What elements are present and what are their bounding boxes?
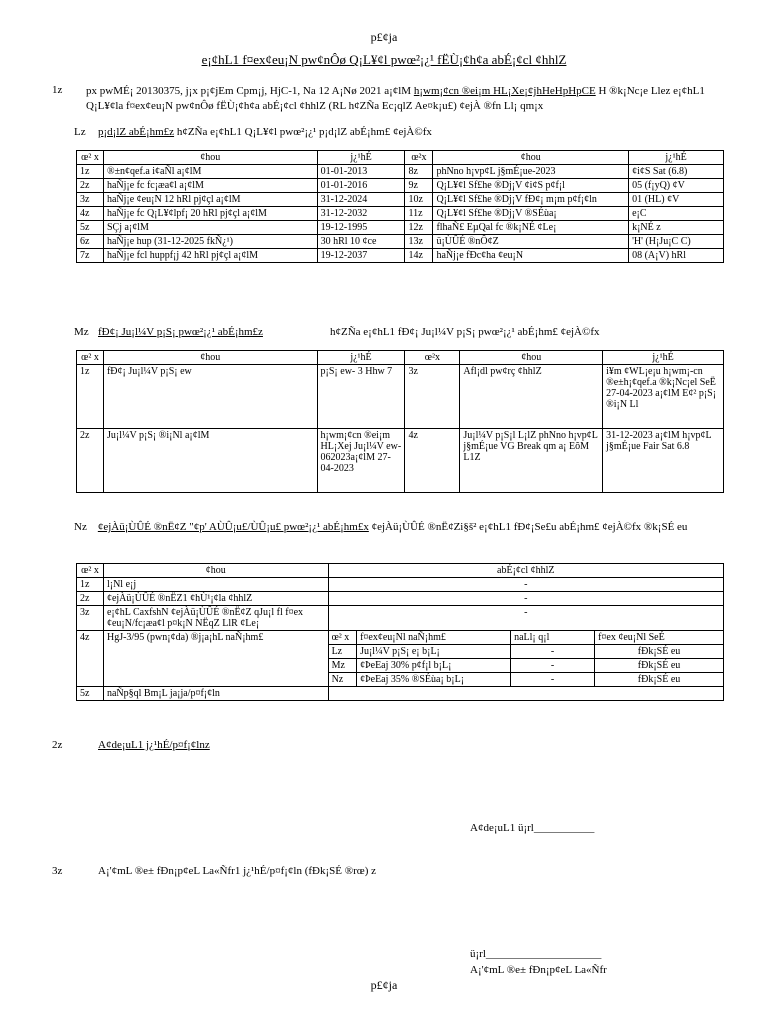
conditions-subtable: [329, 631, 723, 686]
para1-text-a: px pwMÉ¡ 20130375, j¡x p¡¢jEm Cpm¡j, HjC-1, Na 12 A¡Nø 2021 a¡¢lM: [86, 85, 412, 97]
sub-header-serial: œ² x: [329, 631, 357, 645]
table-cell: fÐk¡SÉ eu: [595, 673, 723, 687]
table-cell: fÐk¡SÉ eu: [595, 659, 723, 673]
section-l-heading-title: p¡d¡lZ abÉ¡hm£z: [98, 126, 175, 138]
table-row: [77, 165, 724, 179]
table-cell: -: [328, 606, 723, 631]
section-l-heading: [98, 126, 432, 138]
table-cell: 11z: [405, 207, 433, 221]
col-header-details: abÉ¡¢cl ¢hhlZ: [328, 564, 723, 578]
section-n-number: Nz: [74, 521, 87, 533]
table-cell: 1z: [77, 365, 104, 429]
section-3-text: A¡'¢mL ®e± fÐn¡p¢eL La«Ñfr1 j¿¹hÉ/p¤f¡¢ln (fÐk¡SÉ ®rœ) z: [98, 865, 376, 877]
table-cell: ü¡ÙÛÉ ®nÔ¢Z: [433, 235, 629, 249]
table-cell: 4z: [77, 631, 104, 687]
para1-text: [86, 84, 722, 114]
table-cell: -: [511, 673, 595, 687]
section-2-number: 2z: [52, 739, 63, 751]
section-n-heading-title: ¢ejÀü¡ÙÛÉ ®nË¢Z "¢p' AÙÛ¡u£/ÙÛ¡u£ pwœ²¡¿¹ abÉ¡hm£x: [97, 521, 369, 533]
general-info-table: [76, 150, 724, 263]
table-cell: fÐk¡SÉ eu: [595, 645, 723, 659]
table-row: [329, 645, 723, 659]
table-cell: 3z: [77, 606, 104, 631]
table-row: [77, 606, 724, 631]
table-cell: ®±n¢qef.a i¢aÑl a¡¢lM: [103, 165, 317, 179]
table-cell: Q¡L¥¢l Sf£he ®Dj¡V ®SÉùa¡: [433, 207, 629, 221]
table-cell: [328, 687, 723, 701]
table-cell: 2z: [77, 592, 104, 606]
table-cell: phNno h¡vp¢L j§mÉ¡ue-2023: [433, 165, 629, 179]
table-row: [77, 365, 724, 429]
table-cell: 8z: [405, 165, 433, 179]
table-cell: l¡Nl e¡j: [103, 578, 328, 592]
table-row: [77, 179, 724, 193]
col-header-remarks-2: j¿¹hÉ: [603, 351, 724, 365]
table-cell: -: [511, 659, 595, 673]
table-row: [77, 235, 724, 249]
col-header-subject: ¢hou: [103, 564, 328, 578]
section-n-heading: [74, 520, 724, 535]
table-row: [77, 687, 724, 701]
table-cell: naÑp§ql Bm¡L ja¡ja/p¤f¡¢ln: [103, 687, 328, 701]
commander-signature-line: ___________: [533, 822, 595, 834]
classification-mark-top: p£¢ja: [370, 30, 398, 44]
classification-mark-bottom: p£¢ja: [370, 978, 398, 992]
table-row: [77, 221, 724, 235]
table-cell: e¡¢hL CaxfshN ¢ejÀü¡ÙÛÉ ®nË¢Z qJu¡l fl f¤ex ¢eu¡N/fc¡æa¢l p¤k¡N NËqZ LlR ¢Le¡: [103, 606, 328, 631]
table-cell: k¡NÉ z: [629, 221, 724, 235]
col-header-remarks: j¿¹hÉ: [317, 151, 405, 165]
authority-signature-label: ü¡rl: [470, 948, 486, 960]
table-cell: haÑj¡e ¢eu¡N 12 hRl pj¢çl a¡¢lM: [103, 193, 317, 207]
sub-header-applicability: f¤ex ¢eu¡Nl SeÉ: [595, 631, 723, 645]
table-cell: 31-12-2032: [317, 207, 405, 221]
document-title: e¡¢hL1 f¤ex¢eu¡N pw¢nÔø Q¡L¥¢l pwœ²¡¿¹ fËÙ¡¢h¢a abÉ¡¢cl ¢hhlZ: [201, 52, 567, 67]
table-cell: 4z: [405, 429, 460, 493]
conditions-subtable-cell: [328, 631, 723, 687]
table-row: [77, 578, 724, 592]
table-cell: Ju¡l¼V p¡S¡ e¡ b¡L¡: [357, 645, 511, 659]
para1-text-a-end: H: [598, 85, 607, 97]
conditions-header-row: [329, 631, 723, 645]
col-header-serial: œ² x: [77, 151, 104, 165]
table-cell: 5z: [77, 221, 104, 235]
table-cell: haÑj¡e hup (31-12-2025 fkÑ¿¹): [103, 235, 317, 249]
table-cell: Lz: [329, 645, 357, 659]
commander-signature-label: A¢de¡uL1 ü¡rl: [470, 822, 534, 834]
table-row: [77, 592, 724, 606]
general-info-header-row: [77, 151, 724, 165]
table-row: [77, 193, 724, 207]
section-m-heading-rest: h¢ZÑa e¡¢hL1 fÐ¢¡ Ju¡l¼V p¡S¡ pwœ²¡¿¹ abÉ¡hm£ ¢ejÀ©fx: [330, 326, 600, 338]
sub-header-percent: naLl¡ q¡l: [511, 631, 595, 645]
table-cell: 31-12-2024: [317, 193, 405, 207]
table-cell: 3z: [405, 365, 460, 429]
col-header-subject: ¢hou: [103, 151, 317, 165]
commander-signature: [470, 822, 594, 834]
table-cell: haÑj¡e fÐc¢ha ¢eu¡N: [433, 249, 629, 263]
para1-number: 1z: [52, 84, 63, 96]
table-cell: 10z: [405, 193, 433, 207]
authority-signature: [470, 948, 601, 960]
table-cell: 9z: [405, 179, 433, 193]
table-cell: SÇj a¡¢lM: [103, 221, 317, 235]
section-l-number: Lz: [74, 126, 86, 138]
table-cell: fÐ¢¡ Ju¡l¼V p¡S¡ ew: [103, 365, 317, 429]
col-header-serial-2: œ²x: [405, 151, 433, 165]
table-cell: 5z: [77, 687, 104, 701]
section-n-heading-rest: ¢ejÀü¡ÙÛÉ ®nË¢Zi§š² e¡¢hL1 fÐ¢¡Se£u abÉ¡hm£ ¢ejÀ©fx ®k¡SÉ eu: [371, 521, 688, 533]
table-cell: 01-01-2016: [317, 179, 405, 193]
para1-org-name: h¡wm¡¢cn ®ei¡m HL¡Xe¡¢jhHeHpHpCE: [413, 85, 596, 97]
section-2-heading: A¢de¡uL1 j¿¹hÉ/p¤f¡¢lnz: [98, 739, 210, 751]
low-health-category-table: [76, 563, 724, 701]
table-cell: 3z: [77, 193, 104, 207]
authority-title: A¡'¢mL ®e± fÐn¡p¢eL La«Ñfr: [470, 964, 607, 976]
col-header-remarks-2: j¿¹hÉ: [629, 151, 724, 165]
table-cell: e¡C: [629, 207, 724, 221]
table-cell: Mz: [329, 659, 357, 673]
table-cell: 1z: [77, 165, 104, 179]
table-cell: haÑj¡e fc Q¡L¥¢lpf¡ 20 hRl pj¢çl a¡¢lM: [103, 207, 317, 221]
table-cell: haÑj¡e fc fc¡æa¢l a¡¢lM: [103, 179, 317, 193]
punishment-table: [76, 350, 724, 493]
section-l-heading-rest: h¢ZÑa e¡¢hL1 Q¡L¥¢l pwœ²¡¿¹ p¡d¡lZ abÉ¡hm£ ¢ejÀ©fx: [176, 126, 432, 138]
table-cell: 01 (HL) ¢V: [629, 193, 724, 207]
table-cell: -: [328, 578, 723, 592]
table-cell: ¢ÞeEaj 30% p¢f¡l b¡L¡: [357, 659, 511, 673]
table-cell: haÑj¡e fcl huppf¡j 42 hRl pj¢çl a¡¢lM: [103, 249, 317, 263]
table-cell: ¢ejÀü¡ÙÛÉ ®nËZ1 ¢hÙ¹¡¢la ¢hhlZ: [103, 592, 328, 606]
table-cell: 08 (A¡V) hRl: [629, 249, 724, 263]
table-cell: 13z: [405, 235, 433, 249]
table-row: [329, 659, 723, 673]
col-header-serial-2: œ²x: [405, 351, 460, 365]
table-cell: 'H' (H¡Ju¡C C): [629, 235, 724, 249]
table-cell: flhaÑ£ EµQal fc ®k¡NÉ ¢Le¡: [433, 221, 629, 235]
table-cell: p¡S¡ ew- 3 Hhw 7: [317, 365, 405, 429]
col-header-subject-2: ¢hou: [460, 351, 603, 365]
table-cell: HgJ-3/95 (pwn¡¢da) ®j¡a¡hL naÑ¡hm£: [103, 631, 328, 687]
table-cell: 05 (f¡yQ) ¢V: [629, 179, 724, 193]
table-row: [77, 207, 724, 221]
table-cell: Afl¡dl pw¢rç ¢hhlZ: [460, 365, 603, 429]
table-cell: ¢i¢S Sat (6.8): [629, 165, 724, 179]
table-cell: 12z: [405, 221, 433, 235]
table-cell: 30 hRl 10 ¢ce: [317, 235, 405, 249]
table-cell: ¢ÞeEaj 35% ®SÉùa¡ b¡L¡: [357, 673, 511, 687]
table-row: [77, 631, 724, 687]
table-cell: Q¡L¥¢l Sf£he ®Dj¡V ¢i¢S p¢f¡l: [433, 179, 629, 193]
col-header-remarks: j¿¹hÉ: [317, 351, 405, 365]
table-cell: -: [511, 645, 595, 659]
section-m-heading-title: fÐ¢¡ Ju¡l¼V p¡S¡ pwœ²¡¿¹ abÉ¡hm£z: [98, 326, 263, 338]
table-cell: 14z: [405, 249, 433, 263]
table-cell: Q¡L¥¢l Sf£he ®Dj¡V fÐ¢¡ m¡m p¢f¡¢ln: [433, 193, 629, 207]
table-cell: 01-01-2013: [317, 165, 405, 179]
table-cell: Ju¡l¼V p¡S¡ ®i¡Nl a¡¢lM: [103, 429, 317, 493]
table-cell: Nz: [329, 673, 357, 687]
table-cell: 2z: [77, 179, 104, 193]
col-header-subject: ¢hou: [103, 351, 317, 365]
table-cell: h¡wm¡¢cn ®ei¡m HL¡Xej Ju¡l¼V ew-062023a¡¢lM 27-04-2023: [317, 429, 405, 493]
table-cell: 19-12-1995: [317, 221, 405, 235]
authority-signature-line: _____________________: [485, 948, 602, 960]
table-row: [77, 429, 724, 493]
table-cell: 19-12-2037: [317, 249, 405, 263]
table-cell: 31-12-2023 a¡¢lM h¡vp¢L j§mÉ¡ue Fair Sat 6.8: [603, 429, 724, 493]
table-cell: Ju¡l¼V p¡S¡l L¡lZ phNno h¡vp¢L j§mÉ¡ue VG Break qm a¡ EõM L1Z: [460, 429, 603, 493]
table-cell: i¥m ¢WL¡e¡u h¡wm¡-cn ®e±h¡¢qef.a ®k¡Nc¡el SeË 27-04-2023 a¡¢lM E¢² p¡S¡ ®i¡N Ll: [603, 365, 724, 429]
section-3-number: 3z: [52, 865, 63, 877]
table-cell: 1z: [77, 578, 104, 592]
punishment-header-row: [77, 351, 724, 365]
col-header-serial: œ² x: [77, 351, 104, 365]
table-row: [329, 673, 723, 687]
col-header-serial: œ² x: [77, 564, 104, 578]
sub-header-condition: f¤ex¢eu¡Nl naÑ¡hm£: [357, 631, 511, 645]
para1-text-b: ®k¡Nc¡e Llez e¡¢hL1 Q¡L¥¢la f¤ex¢eu¡N pw¢nÔø fËÙ¡¢h¢a abÉ¡¢cl ¢hhlZ (RL h¢ZÑa Ec¡qlZ Ae¤k¡u£) ¢ejÀ ®fn Ll¡ qm¡x: [86, 85, 705, 112]
table-cell: 4z: [77, 207, 104, 221]
table-cell: 7z: [77, 249, 104, 263]
table-row: [77, 249, 724, 263]
col-header-subject-2: ¢hou: [433, 151, 629, 165]
table-cell: 6z: [77, 235, 104, 249]
section-m-number: Mz: [74, 326, 89, 338]
low-health-header-row: [77, 564, 724, 578]
table-cell: 2z: [77, 429, 104, 493]
table-cell: -: [328, 592, 723, 606]
